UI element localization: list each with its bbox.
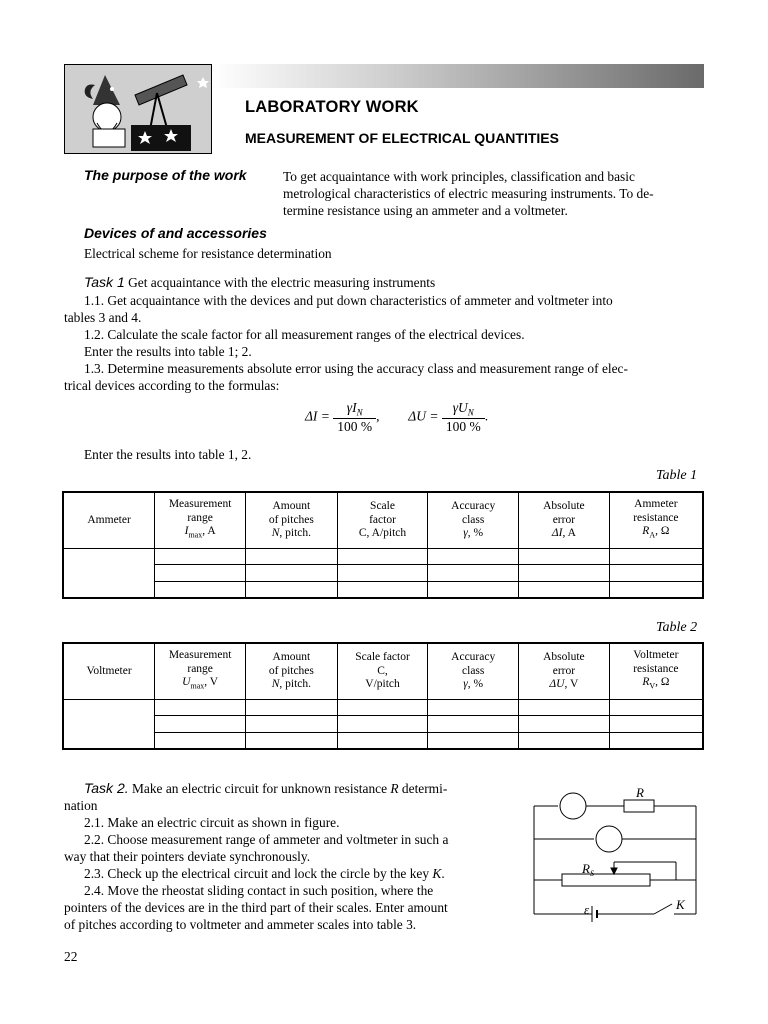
table2-cell [428, 732, 519, 749]
table1-device-cell [63, 548, 155, 598]
formula-num-current: γI [346, 400, 357, 415]
table1-cell [337, 581, 428, 598]
task2-title-r: R [390, 781, 399, 796]
table1-cell [519, 564, 610, 581]
task2-p22b: way that their pointers deviate synchronously. [64, 849, 311, 864]
table2-cell [246, 732, 338, 749]
table2-header-resistance: Voltmeter resistance $R_V$, Ω [609, 643, 703, 699]
formula-sep-1: , [376, 408, 380, 424]
table2-cell [337, 715, 428, 732]
table2-cell [519, 715, 610, 732]
table1-cell [519, 548, 610, 564]
devices-text: Electrical scheme for resistance determination [84, 246, 332, 261]
formula-num-voltage: γU [452, 400, 468, 415]
table2-header-range: Measurement range $U_{max}$, V [155, 643, 246, 699]
table1-header-scale-factor: Scale factor C, A/pitch [337, 492, 428, 548]
table2-header-pitches: Amount of pitches N, pitch. [246, 643, 338, 699]
table2-cell [155, 699, 246, 715]
table1-header-resistance: Ammeter resistance $R_A$, Ω [609, 492, 703, 548]
table2-cell [337, 699, 428, 715]
table1-cell [246, 581, 338, 598]
table1-cell [155, 564, 246, 581]
purpose-line-2: metrological characteristics of electric measuring instruments. To de- [283, 186, 654, 201]
table1-cell [609, 548, 703, 564]
header-gradient-bar [212, 64, 704, 88]
formula-den-current: 100 % [337, 418, 373, 434]
table1-cell [246, 548, 338, 564]
table1-header-accuracy: Accuracy class γ, % [428, 492, 519, 548]
task1-p13b: trical devices according to the formulas: [64, 378, 280, 393]
task2-p23 [84, 865, 445, 882]
table2-cell [519, 699, 610, 715]
table1-cell [428, 564, 519, 581]
formula-fraction-current [333, 400, 376, 435]
task1-p12: 1.2. Calculate the scale factor for all measurement ranges of the electrical devices. [84, 327, 525, 342]
task2-p22a: 2.2. Choose measurement range of ammeter and voltmeter in such a [84, 832, 449, 847]
table1-cell [609, 564, 703, 581]
formula-sub-current: N [356, 407, 363, 418]
task1-heading [84, 274, 435, 291]
formula-sep-2: . [484, 408, 489, 424]
task2-p21: 2.1. Make an electric circuit as shown in figure. [84, 815, 340, 830]
formula-den-voltage: 100 % [445, 418, 481, 434]
table1-header-abs-error: Absolute error ΔI, A [519, 492, 610, 548]
page-number: 22 [64, 949, 78, 964]
resistor-r-symbol [624, 800, 654, 812]
table2-cell [155, 715, 246, 732]
circuit-diagram [526, 782, 706, 924]
task2-title-a: Make an electric circuit for unknown resistance [131, 781, 391, 796]
table-1-ammeter [62, 491, 704, 599]
table2-cell [609, 715, 703, 732]
table2-cell [246, 715, 338, 732]
formula-lhs-voltage: ΔU = [408, 408, 439, 424]
circuit-label-r: R [636, 785, 644, 800]
task2-title-b: determi- [398, 781, 448, 796]
table2-cell [428, 699, 519, 715]
table2-cell [337, 732, 428, 749]
table2-cell [519, 732, 610, 749]
table2-cell [609, 732, 703, 749]
formula-lhs-current: ΔI = [305, 408, 330, 424]
table2-cell [246, 699, 338, 715]
task2-label: Task 2. [84, 780, 129, 796]
task2-p23a: 2.3. Check up the electrical circuit and lock the circle by the key [84, 866, 433, 881]
table2-device-label: Voltmeter [63, 643, 155, 699]
task2-p24b: pointers of the devices are in the third part of their scales. Enter amount [64, 900, 448, 915]
circuit-label-rs: $R_S$ [582, 861, 594, 878]
table1-header-range: Measurement range $I_{max}$, A [155, 492, 246, 548]
formula-sub-voltage: N [467, 407, 474, 418]
task1-enter1: Enter the results into table 1; 2. [84, 344, 252, 359]
task1-label: Task 1 [84, 274, 125, 290]
key-switch-symbol [654, 904, 672, 914]
voltmeter-symbol [596, 826, 622, 852]
table2-cell [428, 715, 519, 732]
task2-p23b: . [441, 866, 445, 881]
table1-cell [428, 548, 519, 564]
task1-p11a: 1.1. Get acquaintance with the devices and put down characteristics of ammeter and voltmeter into [84, 293, 613, 308]
table2-header-accuracy: Accuracy class γ, % [428, 643, 519, 699]
table1-cell [155, 548, 246, 564]
table1-cell [428, 581, 519, 598]
task2-p23k: K [432, 866, 442, 881]
task1-p13a: 1.3. Determine measurements absolute error using the accuracy class and measurement range of elec- [84, 361, 628, 376]
table2-header-scale-factor: Scale factor C, V/pitch [337, 643, 428, 699]
table1-caption: Table 1 [656, 468, 698, 483]
task2-heading [84, 780, 447, 797]
table1-device-label: Ammeter [63, 492, 155, 548]
formula-fraction-voltage [442, 400, 485, 435]
table2-header-abs-error: Absolute error ΔU, V [519, 643, 610, 699]
circuit-label-emf: ε [584, 902, 590, 917]
table2-cell [609, 699, 703, 715]
table1-cell [519, 581, 610, 598]
task1-p11b: tables 3 and 4. [64, 310, 142, 325]
purpose-label: The purpose of the work [84, 167, 247, 183]
table1-cell [337, 548, 428, 564]
circuit-label-key: K [676, 897, 685, 912]
table1-header-pitches: Amount of pitches N, pitch. [246, 492, 338, 548]
table2-cell [155, 732, 246, 749]
task2-p24a: 2.4. Move the rheostat sliding contact in such position, where the [84, 883, 434, 898]
ammeter-symbol [560, 793, 586, 819]
page-subtitle: MEASUREMENT OF ELECTRICAL QUANTITIES [245, 130, 559, 146]
table2-device-cell [63, 699, 155, 749]
task1-enter2: Enter the results into table 1, 2. [84, 447, 252, 462]
table-2-voltmeter [62, 642, 704, 750]
purpose-line-1: To get acquaintance with work principles, classification and basic [283, 169, 635, 184]
page-title: LABORATORY WORK [245, 98, 419, 116]
error-formulas [305, 400, 488, 435]
table1-cell [155, 581, 246, 598]
table2-caption: Table 2 [656, 620, 698, 635]
purpose-line-3: termine resistance using an ammeter and a voltmeter. [283, 203, 568, 218]
table1-cell [337, 564, 428, 581]
devices-heading: Devices of and accessories [84, 225, 267, 241]
table1-cell [609, 581, 703, 598]
wizard-telescope-illustration [64, 64, 212, 154]
task2-p24c: of pitches according to voltmeter and ammeter scales into table 3. [64, 917, 417, 932]
task2-title-c: nation [64, 798, 98, 813]
task1-title: Get acquaintance with the electric measuring instruments [128, 275, 436, 290]
rheostat-symbol [562, 874, 650, 886]
table1-cell [246, 564, 338, 581]
